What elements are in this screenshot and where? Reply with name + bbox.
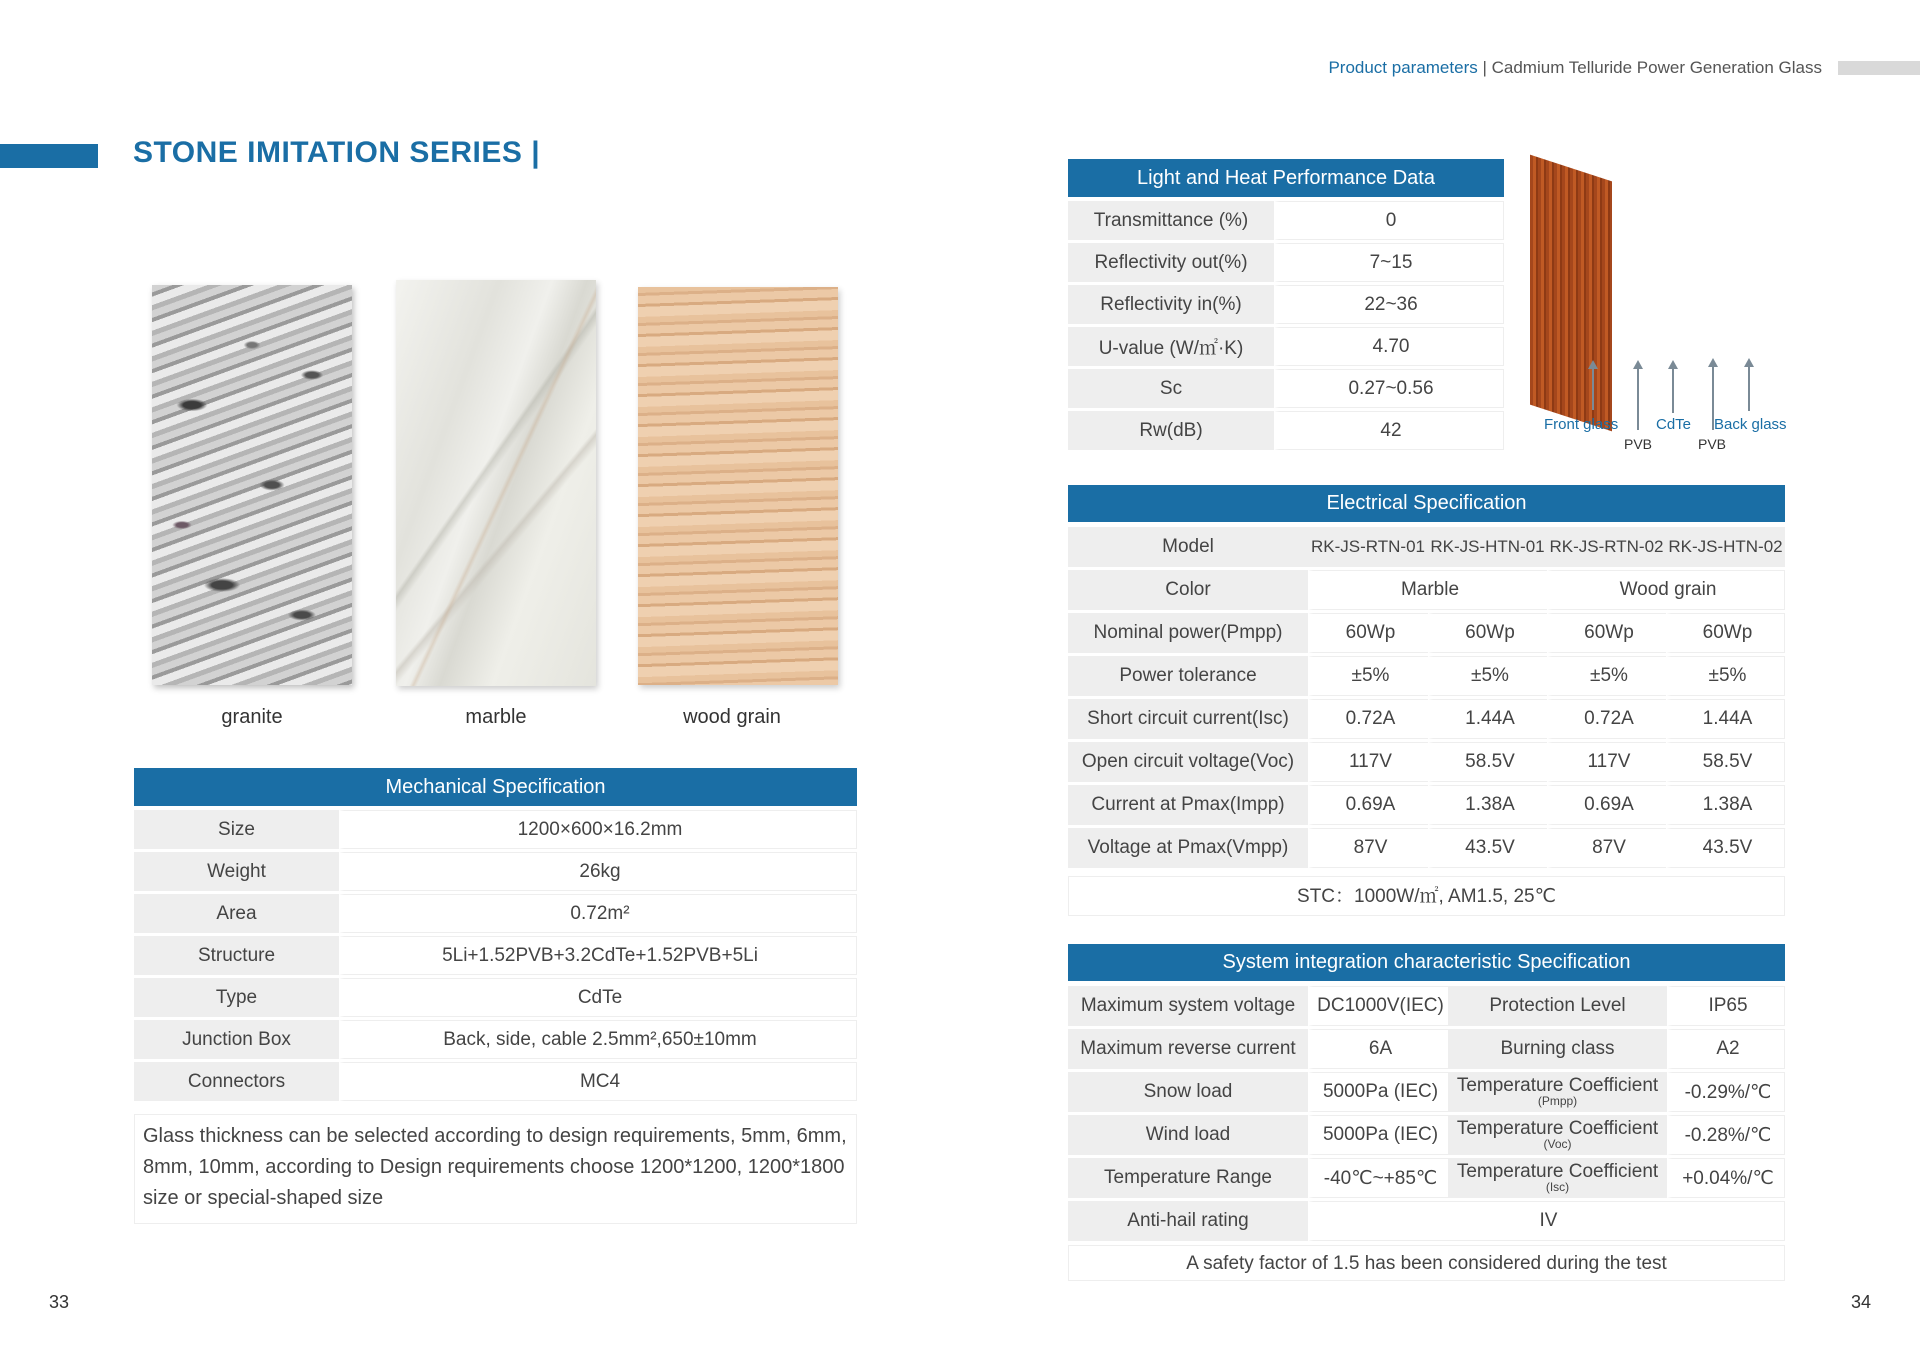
system-spec-table: [1068, 983, 1785, 1244]
table-row: [1068, 327, 1504, 366]
temp-coeff-text: Temperature Coefficient: [1456, 1075, 1659, 1096]
spec-value: 0.72A: [1308, 699, 1428, 739]
electrical-spec-header: Electrical Specification: [1068, 485, 1785, 522]
spec-label: Wind load: [1068, 1115, 1308, 1155]
temp-coeff-sub: (Voc): [1543, 1137, 1572, 1151]
spec-value: 1.44A: [1666, 699, 1785, 739]
spec-value: 117V: [1547, 742, 1666, 782]
temp-coeff-sub: (Isc): [1545, 1180, 1570, 1194]
table-row: [1068, 699, 1785, 739]
spec-value: 26kg: [339, 852, 857, 891]
table-row: [134, 894, 857, 933]
spec-value: 60Wp: [1308, 613, 1428, 653]
spec-label: U-value (W/㎡·K): [1068, 327, 1274, 366]
page-number-right: 34: [1850, 1292, 1871, 1312]
spec-label: Maximum system voltage: [1068, 986, 1308, 1026]
spec-value: 0.69A: [1308, 785, 1428, 825]
wood-grain-swatch: [638, 287, 838, 685]
spec-value: 58.5V: [1428, 742, 1547, 782]
spec-value: CdTe: [339, 978, 857, 1017]
spec-label: Current at Pmax(Impp): [1068, 785, 1308, 825]
spec-value: 1200×600×16.2mm: [339, 810, 857, 849]
header-section: Product parameters: [1328, 58, 1478, 77]
spec-value: 43.5V: [1428, 828, 1547, 868]
spec-label: Short circuit current(Isc): [1068, 699, 1308, 739]
model-cell: RK-JS-RTN-02: [1547, 527, 1666, 567]
table-row: [1068, 828, 1785, 868]
spec-value: IV: [1308, 1201, 1785, 1241]
spec-value: 117V: [1308, 742, 1428, 782]
spec-label: Anti-hail rating: [1068, 1201, 1308, 1241]
spec-value: ±5%: [1666, 656, 1785, 696]
mechanical-spec-table: [134, 807, 857, 1104]
spec-value: -40℃~+85℃: [1308, 1158, 1448, 1198]
glass-thickness-note: Glass thickness can be selected according to design requirements, 5mm, 6mm, 8mm, 10mm, according to Design requirements choose 1200*1200, 1200*1800 size or special-shaped size: [134, 1114, 857, 1224]
electrical-spec-table: [1068, 524, 1785, 871]
spec-value: 60Wp: [1666, 613, 1785, 653]
spec-label: Connectors: [134, 1062, 339, 1101]
spec-value: 0.72m²: [339, 894, 857, 933]
spec-value: 0.72A: [1547, 699, 1666, 739]
spec-value: 87V: [1547, 828, 1666, 868]
table-row: [1068, 785, 1785, 825]
spec-value: 0: [1274, 201, 1504, 240]
table-row: [1068, 201, 1504, 240]
spec-value: 42: [1274, 411, 1504, 450]
spec-label: Area: [134, 894, 339, 933]
table-row: [1068, 285, 1504, 324]
granite-label: granite: [221, 706, 283, 728]
back-glass-arrow: [1748, 366, 1750, 411]
spec-label: Junction Box: [134, 1020, 339, 1059]
spec-value: 6A: [1308, 1029, 1448, 1069]
table-row: [1068, 986, 1785, 1026]
spec-value: ±5%: [1547, 656, 1666, 696]
spec-value: -0.29%/℃: [1667, 1072, 1785, 1112]
color-cell: Marble: [1308, 570, 1547, 610]
table-row: [134, 1020, 857, 1059]
front-glass-layer: [1530, 155, 1612, 432]
spec-value: 5Li+1.52PVB+3.2CdTe+1.52PVB+5Li: [339, 936, 857, 975]
spec-label: Transmittance (%): [1068, 201, 1274, 240]
spec-value: 22~36: [1274, 285, 1504, 324]
spec-label: Sc: [1068, 369, 1274, 408]
spec-value: DC1000V(IEC): [1308, 986, 1448, 1026]
back-glass-layer: [1668, 93, 1750, 370]
cdte-arrow: [1672, 368, 1674, 413]
table-row: [1068, 656, 1785, 696]
pvb-label-2: PVB: [1698, 436, 1727, 452]
spec-value: 43.5V: [1666, 828, 1785, 868]
spec-value: +0.04%/℃: [1667, 1158, 1785, 1198]
temp-coeff-label: [1448, 1072, 1667, 1112]
spec-label: Burning class: [1448, 1029, 1667, 1069]
spec-label: Nominal power(Pmpp): [1068, 613, 1308, 653]
temp-coeff-text: Temperature Coefficient: [1456, 1118, 1659, 1139]
spec-label: Snow load: [1068, 1072, 1308, 1112]
pvb-label-1: PVB: [1624, 436, 1653, 452]
light-heat-table: [1068, 198, 1504, 453]
spec-value: 60Wp: [1428, 613, 1547, 653]
title-decor-bar: [0, 144, 98, 168]
spec-label: Voltage at Pmax(Vmpp): [1068, 828, 1308, 868]
spec-label: Protection Level: [1448, 986, 1667, 1026]
safety-factor-note: A safety factor of 1.5 has been considered during the test: [1068, 1245, 1785, 1281]
table-row: [1068, 1029, 1785, 1069]
marble-swatch: [396, 280, 596, 686]
spec-value: 7~15: [1274, 243, 1504, 282]
spec-value: 1.38A: [1666, 785, 1785, 825]
page-number-left: 33: [49, 1292, 70, 1312]
table-row: [1068, 1072, 1785, 1112]
temp-coeff-sub: (Pmpp): [1537, 1094, 1578, 1108]
spec-label: Temperature Range: [1068, 1158, 1308, 1198]
table-row: [134, 978, 857, 1017]
spec-value: 87V: [1308, 828, 1428, 868]
granite-swatch: [152, 285, 352, 685]
spec-value: A2: [1667, 1029, 1785, 1069]
light-heat-header: Light and Heat Performance Data: [1068, 159, 1504, 197]
spec-label: Reflectivity out(%): [1068, 243, 1274, 282]
header-separator: |: [1477, 58, 1492, 77]
table-row: [1068, 411, 1504, 450]
marble-label: marble: [465, 706, 527, 728]
front-glass-arrow: [1592, 368, 1594, 410]
spec-value: 5000Pa (IEC): [1308, 1115, 1448, 1155]
front-glass-label: Front glass: [1544, 416, 1619, 433]
table-row: [134, 1062, 857, 1101]
table-row: [1068, 243, 1504, 282]
table-row: [1068, 742, 1785, 782]
spec-value: ±5%: [1428, 656, 1547, 696]
spec-label: Rw(dB): [1068, 411, 1274, 450]
header-decor-bar: [1838, 61, 1920, 75]
pvb-arrow-1: [1637, 368, 1639, 430]
temp-coeff-label: [1448, 1115, 1667, 1155]
pvb-layer-2: [1634, 109, 1716, 386]
cdte-label: CdTe: [1656, 416, 1692, 433]
spec-value: IP65: [1667, 986, 1785, 1026]
mechanical-spec-header: Mechanical Specification: [134, 768, 857, 806]
system-spec-header: System integration characteristic Specification: [1068, 944, 1785, 981]
spec-label: Size: [134, 810, 339, 849]
table-row: [134, 810, 857, 849]
spec-label: Open circuit voltage(Voc): [1068, 742, 1308, 782]
spec-label: Structure: [134, 936, 339, 975]
spec-value: 0.69A: [1547, 785, 1666, 825]
spec-value: ±5%: [1308, 656, 1428, 696]
back-glass-label: Back glass: [1714, 416, 1787, 433]
spec-value: 58.5V: [1666, 742, 1785, 782]
spec-label: Model: [1068, 527, 1308, 567]
running-header: [1328, 58, 1822, 78]
table-row: [1068, 1201, 1785, 1241]
wood-grain-label: wood grain: [683, 706, 781, 728]
table-row: [134, 936, 857, 975]
table-row: [1068, 369, 1504, 408]
temp-coeff-text: Temperature Coefficient: [1456, 1161, 1659, 1182]
spec-value: Back, side, cable 2.5mm²,650±10mm: [339, 1020, 857, 1059]
table-row: [1068, 527, 1785, 567]
table-row: [1068, 1158, 1785, 1198]
spec-label: Type: [134, 978, 339, 1017]
spec-value: 1.38A: [1428, 785, 1547, 825]
spec-label: Color: [1068, 570, 1308, 610]
model-cell: RK-JS-HTN-01: [1428, 527, 1547, 567]
table-row: [134, 852, 857, 891]
glass-layers-diagram: [1530, 140, 1800, 460]
spec-label: Weight: [134, 852, 339, 891]
spec-value: -0.28%/℃: [1667, 1115, 1785, 1155]
temp-coeff-label: [1448, 1158, 1667, 1198]
table-row: [1068, 570, 1785, 610]
spec-value: 5000Pa (IEC): [1308, 1072, 1448, 1112]
page-title: STONE IMITATION SERIES |: [133, 136, 541, 169]
model-cell: RK-JS-HTN-02: [1666, 527, 1785, 567]
table-row: [1068, 1115, 1785, 1155]
color-cell: Wood grain: [1547, 570, 1785, 610]
spec-value: 0.27~0.56: [1274, 369, 1504, 408]
spec-value: 60Wp: [1547, 613, 1666, 653]
spec-value: 1.44A: [1428, 699, 1547, 739]
model-cell: RK-JS-RTN-01: [1308, 527, 1428, 567]
spec-label: Reflectivity in(%): [1068, 285, 1274, 324]
spec-value: 4.70: [1274, 327, 1504, 366]
table-row: [1068, 613, 1785, 653]
spec-value: MC4: [339, 1062, 857, 1101]
spec-label: Power tolerance: [1068, 656, 1308, 696]
spec-label: Maximum reverse current: [1068, 1029, 1308, 1069]
header-subtitle: Cadmium Telluride Power Generation Glass: [1491, 58, 1822, 77]
stc-conditions: STC：1000W/㎡, AM1.5, 25℃: [1068, 876, 1785, 916]
